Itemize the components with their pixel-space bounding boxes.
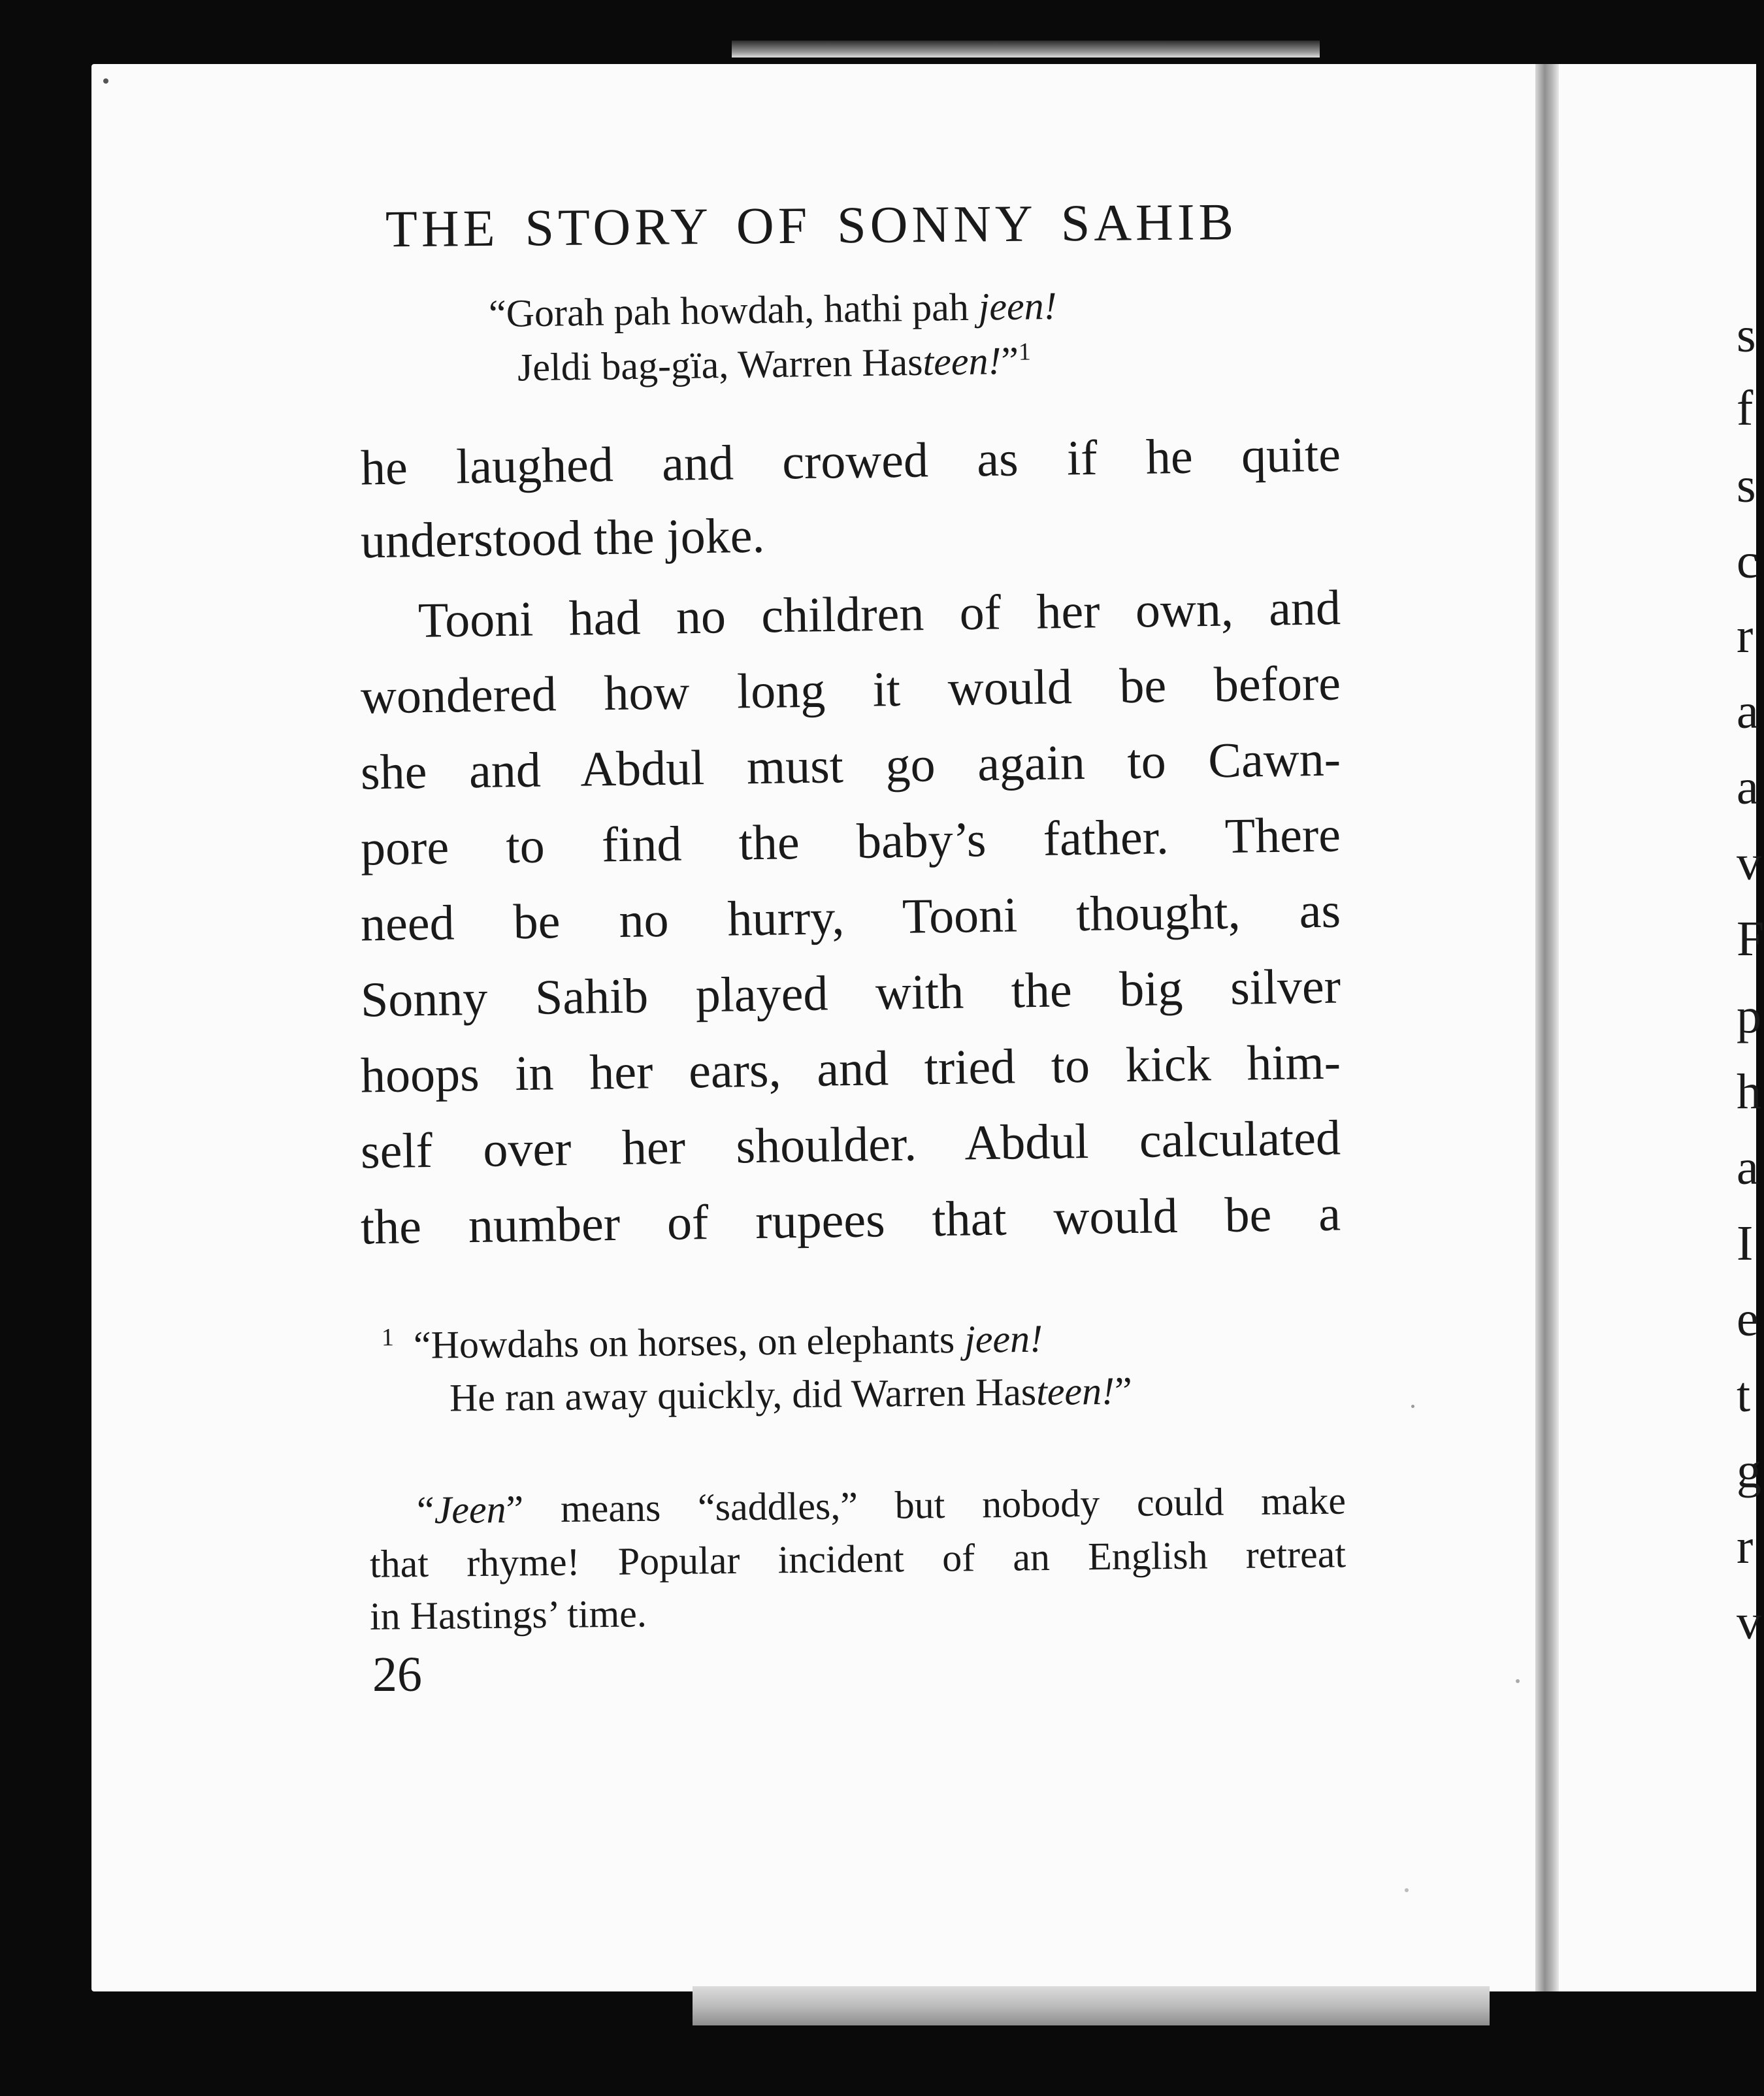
body-line-6: pore to find the baby’s father. There xyxy=(360,807,1341,876)
footnote-line-1: $^1$ “Howdahs on horses, on elephants jeen! xyxy=(381,1317,1043,1367)
body-line-9: hoops in her ears, and tried to kick him- xyxy=(360,1034,1341,1104)
right-page xyxy=(1559,64,1756,1991)
page-number: 26 xyxy=(372,1647,422,1702)
body-line-10: self over her shoulder. Abdul calculated xyxy=(360,1110,1341,1179)
scan-speck xyxy=(1405,1888,1409,1892)
right-page-letter: a xyxy=(1737,684,1759,739)
verse-line-1: “Gorah pah howdah, hathi pah jeen! xyxy=(488,284,1058,336)
scan-speck xyxy=(103,78,108,84)
right-page-letter: t xyxy=(1737,1367,1751,1422)
note-line-3: in Hastings’ time. xyxy=(369,1592,647,1638)
book-top-edge xyxy=(732,41,1320,57)
note-line-1: “Jeen” means “saddles,” but nobody could make xyxy=(416,1479,1347,1532)
right-page-letter: h xyxy=(1737,1064,1761,1119)
body-line-11: the number of rupees that would be a xyxy=(360,1186,1341,1255)
body-line-1: he laughed and crowed as if he quite xyxy=(360,427,1341,496)
scan-speck xyxy=(1411,1405,1414,1408)
running-head: THE STORY OF SONNY SAHIB xyxy=(385,193,1238,259)
note-line-2: that rhyme! Popular incident of an English retreat xyxy=(369,1532,1347,1586)
scan-speck xyxy=(1516,1679,1520,1683)
right-page-letter: f xyxy=(1737,381,1754,436)
right-page-letter: r xyxy=(1737,608,1754,663)
right-page-letter: v xyxy=(1737,1595,1761,1650)
body-line-7: need be no hurry, Tooni thought, as xyxy=(360,883,1341,952)
right-page-letter: r xyxy=(1737,1519,1754,1574)
body-line-2: understood the joke. xyxy=(360,508,765,569)
right-page-letter: a xyxy=(1737,1140,1759,1195)
right-page-letter: e xyxy=(1737,1292,1759,1347)
right-page-letter: s xyxy=(1737,458,1756,513)
right-page-letter: I xyxy=(1737,1216,1754,1271)
right-page-letter: p xyxy=(1737,989,1761,1043)
right-page-letter: a xyxy=(1737,760,1759,815)
footnote-mark: 1 xyxy=(381,1324,395,1352)
verse-line-2: Jeldi bag-gïa, Warren Hasteen!”$^1$ xyxy=(517,338,1032,389)
footnote-line-2: He ran away quickly, did Warren Hasteen!” xyxy=(449,1369,1133,1420)
right-page-letter: g xyxy=(1737,1443,1761,1498)
body-line-8: Sonny Sahib played with the big silver xyxy=(360,958,1341,1028)
body-line-3: Tooni had no children of her own, and xyxy=(417,580,1341,648)
body-line-5: she and Abdul must go again to Cawn- xyxy=(360,731,1341,800)
right-page-letter: F xyxy=(1737,911,1764,966)
footnote-reference: 1 xyxy=(1018,338,1032,366)
body-line-4: wondered how long it would be before xyxy=(360,655,1341,725)
right-page-letter: c xyxy=(1737,534,1759,589)
book-gutter xyxy=(1535,64,1559,1991)
book-bottom-edge xyxy=(693,1986,1490,2025)
right-page-letter: v xyxy=(1737,836,1761,891)
right-page-letter: s xyxy=(1737,308,1756,363)
